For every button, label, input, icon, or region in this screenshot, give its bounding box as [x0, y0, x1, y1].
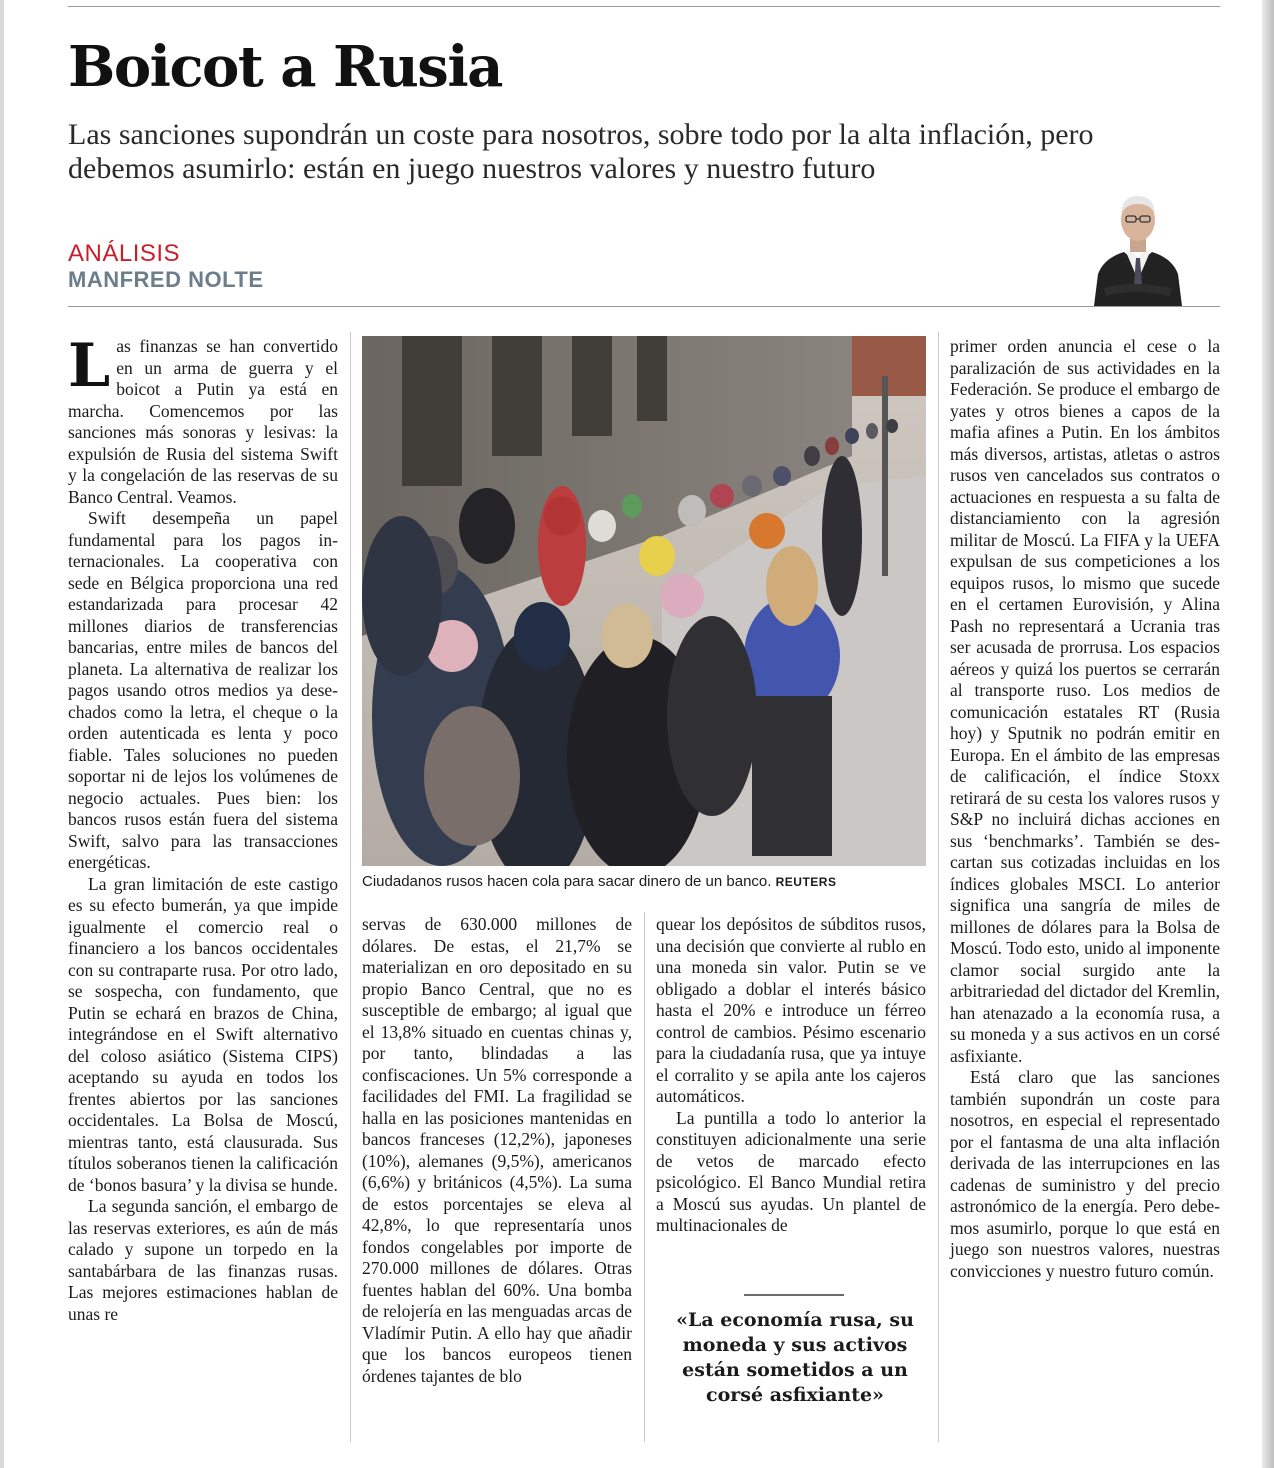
body-paragraph: Está claro que las sanciones también supondrán un coste para nosotros, en especial el representado por el fantasma de una alta inflación derivada de las interrupciones en las cadenas de suministro y del precio astronómico de la energía. Pero debemos asumirlo, porque lo que está en juego son nuestros valores, nuestras convicciones y nuestro futuro común. — [950, 1067, 1220, 1281]
body-paragraph: Swift desempeña un papel fundamental para los pagos internacionales. La cooperativa con sede en Bélgica proporciona una red estandarizada para procesar 42 millones diarios de transferencias bancarias, entre miles de bancos del planeta. La alternativa de realizar los pagos usando otros medios ya desechados como la letra, el cheque o la orden autenticada es lenta y poco fiable. Tales soluciones no pueden soportar ni de lejos los volúmenes de negocio actuales. Pues bien: los bancos rusos están fuera del sistema Swift, salvo para las transacciones energéticas. — [68, 508, 338, 872]
pullquote-rule — [744, 1294, 844, 1296]
byline-rule — [68, 306, 1220, 307]
body-column-2 — [362, 914, 632, 1387]
author-portrait — [1090, 184, 1186, 306]
body-paragraph: La gran limitación de este castigo es su efecto bumerán, ya que impide igualmente el comercio real o financiero a los bancos occidentales con su contraparte rusa. Por otro lado, se sospecha, con fundamento, que Putin se echará en brazos de China, integrándose en el Swift alternativo del coloso asiático (Sistema CIPS) aceptando su ayuda en todos los frentes abiertos por las sanciones occidentales. La Bolsa de Moscú, mientras tanto, está clausurada. Sus títulos soberanos tienen la calificación de ‘bonos basura’ y la divisa se hunde. — [68, 873, 338, 1195]
top-rule — [68, 6, 1220, 7]
body-column-3 — [656, 914, 926, 1237]
column-divider — [938, 332, 939, 1442]
body-paragraph: quear los depósitos de súbditos rusos, una decisión que convierte al rublo en una moneda sin valor. Putin se ve obligado a doblar el interés básico hasta el 20% e introduce un férreo control de cambios. Pésimo escenario para la ciudadanía rusa, que ya intuye el corralito y se apila ante los cajeros automáticos. — [656, 914, 926, 1106]
photo-credit: REUTERS — [775, 875, 837, 889]
body-paragraph: primer orden anuncia el cese o la paralización de sus actividades en la Federación. Se produce el embargo de yates y otros bienes a capos de la mafia afines a Putin. En los ámbitos más diversos, artistas, atletas o astros rusos ven cancelados sus contratos o actuaciones en respuesta a su falta de distanciamiento con la agresión militar de Moscú. La FIFA y la UEFA expulsan de sus competiciones a los equipos rusos, lo mismo que sucede en el certamen Eurovisión, y Alina Pash no representará a Ucrania tras ser acusada de prorrusa. Los espacios aéreos y quizá los puertos se cerrarán al transporte ruso. Los medios de comunicación estatales RT (Rusia hoy) y Sputnik no podrán emitir en Europa. En el ámbito de las empresas de calificación, el índice Stoxx retirará de su cesta los valores rusos y S&P no incluirá dichas acciones en sus ‘benchmarks’. También se descartan sus cotizadas incluidas en los índices globales MSCI. Lo anterior significa una sangría de miles de millones de dólares para la Bolsa de Moscú. Todo esto, unido al imponente clamor social surgido ante la arbitrariedad del dictador del Kremlin, han atenazado a la economía rusa, a su moneda y a sus activos en un corsé asfixiante. — [950, 336, 1220, 1066]
photo-caption — [362, 872, 926, 892]
body-paragraph: La segunda sanción, el embargo de las reservas exteriores, es aún de más calado y supone un torpedo en la santabárbara de las finanzas rusas. Las mejores estimaciones hablan de unas re — [68, 1196, 338, 1324]
headline: Boicot a Rusia — [68, 34, 502, 100]
news-photo — [362, 336, 926, 866]
body-paragraph: La puntilla a todo lo anterior la constituyen adicionalmente una serie de vetos de marcado efecto psicológico. El Banco Mundial retira a Moscú sus ayudas. Un plantel de multinacionales de — [656, 1107, 926, 1235]
author-byline: MANFRED NOLTE — [68, 267, 264, 292]
drop-cap: L — [68, 331, 111, 401]
section-label: ANÁLISIS — [68, 240, 181, 267]
body-paragraph: servas de 630.000 millones de dólares. De estas, el 21,7% se materializan en oro depositado en su propio Banco Central, que no es susceptible de embargo; al igual que el 13,8% situado en cuentas chinas y, por tanto, blindadas a las confiscaciones. Un 5% corresponde a facilidades del FMI. La fragilidad se halla en las posiciones mantenidas en bancos franceses (12,2%), japoneses (10%), alemanes (9,5%), americanos (6,6%) y británicos (4,5%). La suma de estos porcentajes se eleva al 42,8%, lo que representaría unos fondos congelables por importe de 270.000 millones de dólares. Otras fuentes hablan del 60%. Una bomba de relojería en las menguadas arcas de Vladímir Putin. A ello hay que añadir que los bancos europeos tienen órdenes tajantes de blo — [362, 914, 632, 1386]
page-right-edge — [1262, 0, 1274, 1468]
caption-text: Ciudadanos rusos hacen cola para sacar dinero de un banco. — [362, 873, 772, 890]
page-left-edge — [0, 0, 4, 1468]
subtitle: Las sanciones supondrán un coste para nosotros, sobre todo por la alta inflación, pero debemos asumirlo: están en juego nuestros valores y nuestro futuro — [68, 118, 1094, 185]
body-column-1 — [68, 331, 338, 1325]
body-paragraph — [68, 331, 338, 508]
column-divider — [350, 332, 351, 1442]
pullquote: «La economía rusa, su moneda y sus activos están sometidos a un corsé asfixiante» — [676, 1309, 914, 1406]
body-column-4 — [950, 336, 1220, 1282]
column-divider — [644, 912, 645, 1442]
paragraph-text: as finanzas se han convertido en un arma de guerra y el boicot a Putin ya está en marcha. Comencemos por las sanciones más sonoras y lesivas: la expulsión de Rusia del sistema Swift y la congelación de las reservas de su Banco Central. Veamos. — [68, 336, 338, 507]
